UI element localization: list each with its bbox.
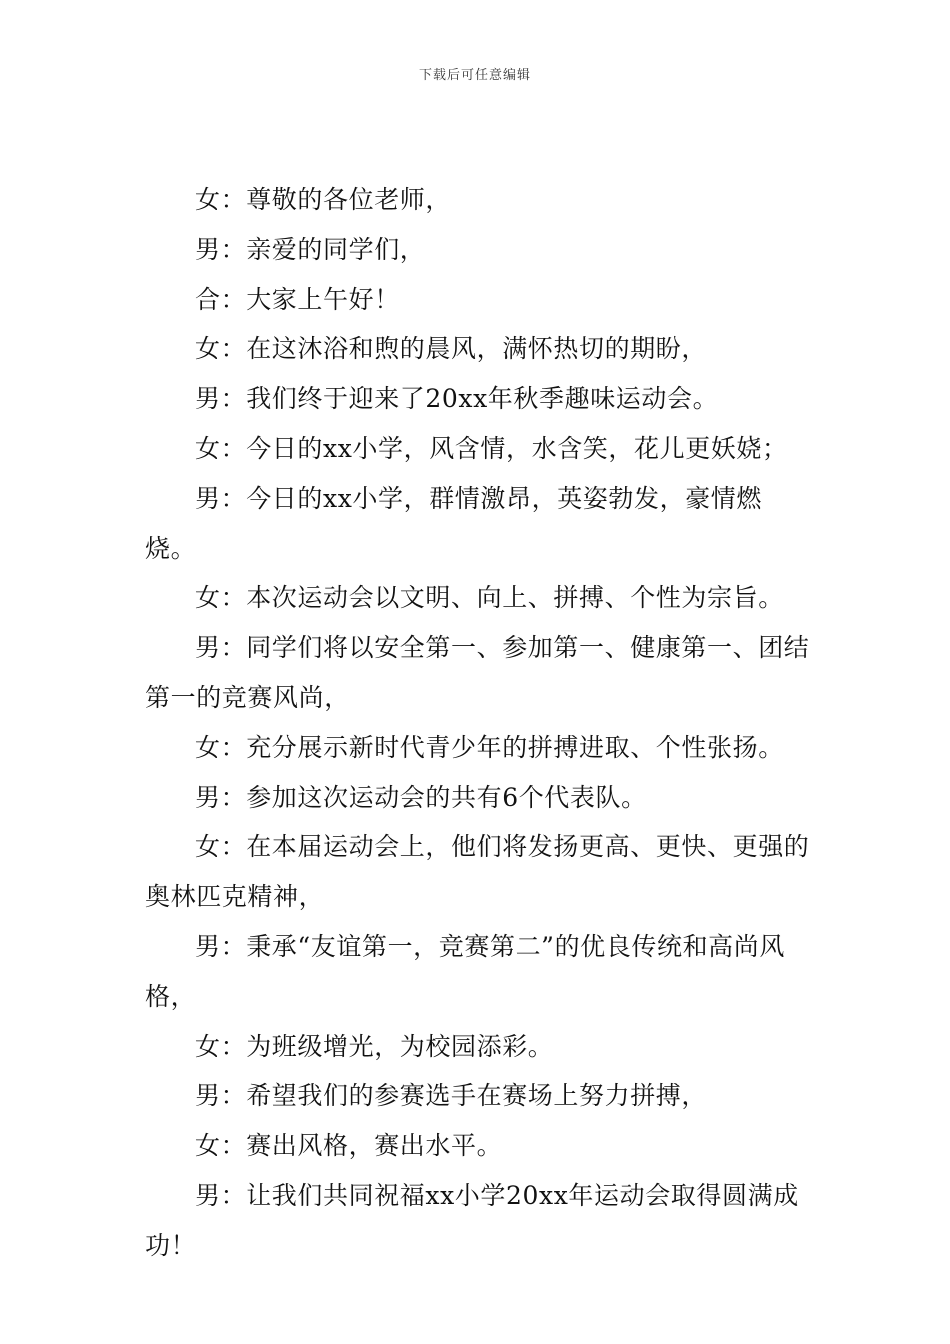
paragraph: 女：充分展示新时代青少年的拼搏进取、个性张扬。	[195, 732, 784, 762]
paragraph: 女：在这沐浴和煦的晨风，满怀热切的期盼，	[195, 334, 708, 364]
paragraph: 男：亲爱的同学们，	[195, 234, 426, 264]
paragraph: 女：为班级增光，为校园添彩。	[195, 1031, 554, 1061]
paragraph: 女：尊敬的各位老师，	[195, 185, 452, 214]
speech-body	[145, 175, 810, 1271]
paragraph: 男：让我们共同祝福xx小学20xx年运动会取得圆满成功！	[145, 1180, 799, 1260]
paragraph: 男：我们终于迎来了20xx年秋季趣味运动会。	[195, 384, 719, 414]
paragraph: 女：本次运动会以文明、向上、拼搏、个性为宗旨。	[195, 583, 784, 613]
paragraph: 男：秉承“友谊第一，竞赛第二”的优良传统和高尚风格，	[145, 931, 785, 1011]
paragraph: 男：同学们将以安全第一、参加第一、健康第一、团结第一的竞赛风尚，	[145, 633, 810, 712]
paragraph: 女：赛出风格，赛出水平。	[195, 1131, 503, 1161]
page-header: 下载后可任意编辑	[418, 68, 531, 83]
paragraph: 合：大家上午好！	[195, 284, 400, 314]
paragraph: 男：今日的xx小学，群情激昂，英姿勃发，豪情燃烧。	[145, 483, 762, 563]
paragraph: 女：在本届运动会上，他们将发扬更高、更快、更强的奥林匹克精神，	[145, 832, 810, 912]
paragraph: 男：希望我们的参赛选手在赛场上努力拼搏，	[195, 1081, 708, 1111]
paragraph: 女：今日的xx小学，风含情，水含笑，花儿更妖娆；	[195, 433, 788, 463]
paragraph: 男：参加这次运动会的共有6个代表队。	[195, 782, 647, 812]
